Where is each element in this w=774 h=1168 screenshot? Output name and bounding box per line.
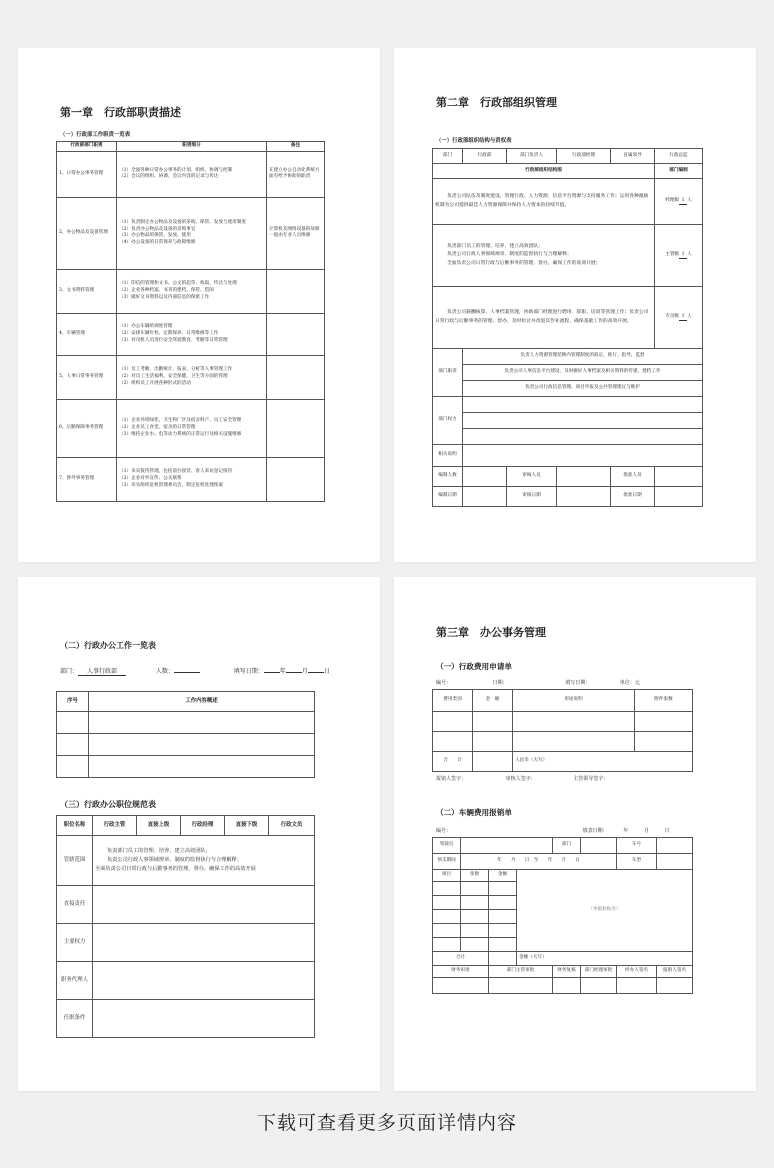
duties-row <box>433 381 703 397</box>
table-row <box>57 457 325 501</box>
duty-cell: 1、日常办公事务管理 <box>57 151 117 197</box>
approve-date-label: 批准日期 <box>611 487 655 507</box>
header-content: 工作内容概述 <box>89 692 315 712</box>
detail-item: （1）来宾接待管理，包括前台接待、客人来访登记接待 <box>119 469 233 475</box>
count-header: 张数 <box>461 870 489 882</box>
fee-type-header: 费用类别 <box>433 690 473 712</box>
table-row <box>433 712 693 732</box>
finance-approve-label: 财务审批 <box>433 966 489 978</box>
period-label: 预支期间 <box>433 854 461 870</box>
subordinate-label: 直接下级 <box>225 816 269 836</box>
claimant-sign-label: 报销人签名 <box>657 966 693 978</box>
table-row <box>57 712 315 734</box>
powers-label: 部门权力 <box>433 397 463 445</box>
table-row <box>433 732 693 752</box>
pos-name-label: 职位名称 <box>57 816 93 836</box>
superior-value: 行政经理 <box>181 816 225 836</box>
detail-item: （3）牵头组织危机管理委员会，制定危机处理预案 <box>119 482 223 488</box>
detail-cell <box>117 313 267 355</box>
fee-purpose-header: 用途说明 <box>513 690 635 712</box>
detail-cell <box>117 197 267 269</box>
superior-label: 直接上级 <box>137 816 181 836</box>
reviewer-label: 审核人员 <box>507 467 557 487</box>
detail-item: （1）印信的管理和文书、公文的起草、收取、传达与处理 <box>119 281 237 287</box>
powers-row <box>433 397 703 413</box>
table-row <box>57 197 325 269</box>
duties-label: 部门职责 <box>433 349 463 397</box>
fee-total-label: 合 计 <box>433 752 473 772</box>
notes-label: 相关说明 <box>433 445 463 467</box>
chapter-1-title: 第一章 行政部职责描述 <box>60 106 181 119</box>
note-cell: 在建立办公自动化系统方面有给予协助的职责 <box>267 151 325 197</box>
org-block-row <box>433 225 703 287</box>
plate-label: 车号 <box>617 838 657 854</box>
table-row <box>57 886 315 924</box>
pos-name-value: 行政主管 <box>93 816 137 836</box>
section-4-1-title: （一）行政费用申请单 <box>436 662 512 671</box>
note-cell <box>267 355 325 399</box>
detail-item: （1）员工考勤、出勤统计、报表、分析等人事管理工作 <box>119 367 233 373</box>
section-3-title: （三）行政办公职位规范表 <box>60 799 156 809</box>
org-block-row <box>433 287 703 349</box>
amount-header: 金额 <box>489 870 517 882</box>
page-2 <box>394 48 756 562</box>
chapter-3-title: 第三章 办公事务管理 <box>436 626 546 639</box>
detail-cell <box>117 151 267 197</box>
chapter-2-title: 第二章 行政部组织管理 <box>436 96 557 109</box>
dept-value: 行政部 <box>463 149 507 164</box>
section-1-1-title: （一）行政部工作职责一览表 <box>60 132 131 138</box>
section-2-title: （二）行政办公工作一览表 <box>60 640 156 650</box>
org-block-staff: 主管级 1 人 <box>655 225 703 287</box>
org-staffing-title: 部门编制 <box>655 164 703 179</box>
detail-item: （2）会议的组织、协调，会议内容的记录与传达 <box>119 174 219 180</box>
duty-table <box>56 141 325 502</box>
leader-value: 行政总监 <box>655 149 703 164</box>
fee-attach-header: 附件张数 <box>635 690 693 712</box>
org-chart-title: 行政部组织结构图 <box>433 164 655 179</box>
dept-head-approve-label: 部门主管审批 <box>489 966 553 978</box>
scope-row <box>57 836 315 886</box>
qualification-label: 任职条件 <box>57 1000 93 1038</box>
fee-header-row <box>433 690 693 712</box>
item-header: 项目 <box>433 870 461 882</box>
vehicle-meta: 编号： 填表日期： 年 月 日 <box>436 828 670 834</box>
detail-item: （2）对员工生活福利、安全保健、卫生等方面的管理 <box>119 373 228 379</box>
sign-row <box>433 467 703 487</box>
approver-label: 批准人员 <box>611 467 655 487</box>
duty-cell: 3、文书资料管理 <box>57 269 117 313</box>
table-row <box>57 355 325 399</box>
review-date-label: 审核日期 <box>507 487 557 507</box>
handler-sign-label: 经办人签名 <box>617 966 657 978</box>
duties-row <box>433 365 703 381</box>
org-block-row <box>433 179 703 225</box>
detail-cell <box>117 457 267 501</box>
org-block-staff: 经理级 1 人 <box>655 179 703 225</box>
header-index: 序号 <box>57 692 89 712</box>
vehicle-total-row <box>433 952 693 966</box>
fee-amount-header: 金 额 <box>473 690 513 712</box>
page-4 <box>394 577 756 1091</box>
vehicle-row-1 <box>433 838 693 854</box>
note-cell <box>267 313 325 355</box>
vehicle-items-header <box>433 870 693 882</box>
table-row <box>57 962 315 1000</box>
org-block-text: 负责公司薪酬核算、人事档案管理，协助部门经理进行聘用、辞职、培训等管理工作；负责公司日常行政与后勤事务的管理、督办，及时检讨并改进其作业流程，确保基础工作的高效开展。 <box>433 287 655 349</box>
vehicle-total-label: 合计 <box>433 952 489 966</box>
note-cell <box>267 269 325 313</box>
detail-cell <box>117 355 267 399</box>
leader-label: 直属领导 <box>611 149 655 164</box>
detail-item: （2）负责办公物品及设备的采购事宜 <box>119 226 196 232</box>
position-header-row <box>57 816 315 836</box>
scope-text: 负责部门员工的管理、培养，建立高效团队； 负责公司行政人事领域规章、制度的监督执行与合理解释； 全面负责公司日常行政与后勤事务的管理、督办，确保工作的高效开展 <box>93 836 315 886</box>
duty-item: 负责人力资源管理范畴内管理制度的拟定、推行、指导、监督 <box>463 349 703 365</box>
table-row <box>57 734 315 756</box>
model-label: 车型 <box>617 854 657 870</box>
receipt-paste-area: （单据粘贴处） <box>517 870 693 952</box>
responsibility-label: 直接责任 <box>57 886 93 924</box>
detail-item: （1）企业环境绿化、卫生和厂区及宿舍财产、员工安全管理 <box>119 418 242 424</box>
vehicle-amount-label: 金额（大写） <box>517 952 693 966</box>
vehicle-dept-label: 部门 <box>553 838 581 854</box>
fee-signatures: 报销人签字： 审核人签字： 主管领导签字： <box>436 776 609 782</box>
fee-meta: 编号： 日期： 填写日期： 单位：元 <box>436 680 640 686</box>
detail-item: （3）办公物品的保管、发放、使用 <box>119 233 191 239</box>
fee-table <box>432 689 693 772</box>
work-list-meta: 部门： 人事行政部 人数： 填写日期： 年 月 日 <box>60 668 330 675</box>
driver-label: 驾驶员 <box>433 838 461 854</box>
table-row <box>57 399 325 457</box>
detail-item: （3）维持企业水、电等动力系统的正常运行及相关设施维修 <box>119 431 242 437</box>
section-2-1-title: （一）行政部组织结构与责权表 <box>436 138 512 144</box>
staff-date-label: 编制日期 <box>433 487 463 507</box>
staff-count-label: 编制人数 <box>433 467 463 487</box>
duty-table-header <box>57 142 325 152</box>
head-label: 部门负责人 <box>507 149 557 164</box>
dept-manager-approve-label: 部门经理审批 <box>581 966 617 978</box>
footer-caption: 下载可查看更多页面详情内容 <box>256 1112 517 1134</box>
detail-item: （2）企业各种档案、书刊的建档、保管、借阅 <box>119 287 214 293</box>
table-row <box>57 1000 315 1038</box>
org-block-staff: 专员级 1 人 <box>655 287 703 349</box>
work-table-header <box>57 692 315 712</box>
duty-item: 负责公司人事信息平台建设，及时做好人事档案及相关资料的传递，建档工作 <box>463 365 703 381</box>
authority-label: 主要权力 <box>57 924 93 962</box>
deputy-label: 职务代理人 <box>57 962 93 1000</box>
table-row <box>57 269 325 313</box>
head-value: 行政部经理 <box>557 149 611 164</box>
detail-item: （4）办公设备的日常保养与故障维修 <box>119 240 196 246</box>
detail-item: （2）企业员工食堂、宿舍的日常管理 <box>119 424 196 430</box>
org-block-text: 负责部门员工的管理、培养，建立高效团队； 负责公司行政人事领域规章、制度的监督执行与合理解释； 全面负责公司日常行政与后勤事务的管理、督办，确保工作的高效开展； <box>433 225 655 287</box>
fee-rmb-label: 人民币（大写） <box>513 752 693 772</box>
detail-item: （2）企业对外宣传、公关联系 <box>119 475 182 481</box>
table-row <box>57 151 325 197</box>
scope-label: 管辖范围 <box>57 836 93 886</box>
section-4-2-title: （二）车辆费用报销单 <box>436 808 512 817</box>
notes-row <box>433 445 703 467</box>
header-note: 备注 <box>267 142 325 152</box>
detail-item: （3）组织员工开展各种形式的活动 <box>119 380 191 386</box>
org-chart-title-row <box>433 164 703 179</box>
detail-item: （1）全面各种日常办公事务的计划、组织、协调与控制 <box>119 167 233 173</box>
duties-row <box>433 349 703 365</box>
detail-item: （2）安排车辆年检、定期保养、日常维修等工作 <box>119 330 219 336</box>
duty-cell: 5、人事日常事务管理 <box>57 355 117 399</box>
vehicle-row-2 <box>433 854 693 870</box>
sign-row <box>433 487 703 507</box>
subordinate-value: 行政文员 <box>269 816 315 836</box>
detail-item: （1）办公车辆的调度管理 <box>119 324 173 330</box>
header-detail: 职责细分 <box>117 142 267 152</box>
finance-review-label: 财务复核 <box>553 966 581 978</box>
duty-item: 负责公司行政信息管理、项目申报及公共管理建议与维护 <box>463 381 703 397</box>
header-duty: 行政部部门职责 <box>57 142 117 152</box>
dept-label: 部门 <box>433 149 463 164</box>
page-1 <box>18 48 380 562</box>
work-table <box>56 691 315 778</box>
note-cell <box>267 457 325 501</box>
org-block-text: 负责公司队伍及制度建设，管理行政、人力资源、信息平台资源与支持服务工作；运用各种激励机制为公司提供最佳人力资源保障并保持人力资本的持续升值。 <box>433 179 655 225</box>
detail-item: （1）负责制定办公物品及设备的采购、保管、发放与使用制度 <box>119 219 246 225</box>
period-value: 年 月 日 至 年 月 日 <box>461 854 617 870</box>
duty-cell: 7、涉外事务管理 <box>57 457 117 501</box>
note-cell: 计算机及网络设备的故障一般由专业人员维修 <box>267 197 325 269</box>
detail-cell <box>117 269 267 313</box>
table-row <box>57 313 325 355</box>
page-3 <box>18 577 380 1091</box>
detail-item: （3）做好文书资料以及内部信息的保密工作 <box>119 294 210 300</box>
org-table <box>432 148 703 507</box>
table-row <box>57 924 315 962</box>
duty-cell: 4、车辆管理 <box>57 313 117 355</box>
detail-item: （3）对司机人员进行安全驾驶教育、考勤等日常管理 <box>119 337 228 343</box>
position-table <box>56 815 315 1038</box>
duty-cell: 6、后勤保障事务管理 <box>57 399 117 457</box>
org-header-row <box>433 149 703 164</box>
fee-total-row <box>433 752 693 772</box>
approve-row <box>433 966 693 978</box>
note-cell <box>267 399 325 457</box>
vehicle-table <box>432 837 693 994</box>
duty-cell: 2、办公物品及设备管理 <box>57 197 117 269</box>
detail-cell <box>117 399 267 457</box>
table-row <box>57 756 315 778</box>
